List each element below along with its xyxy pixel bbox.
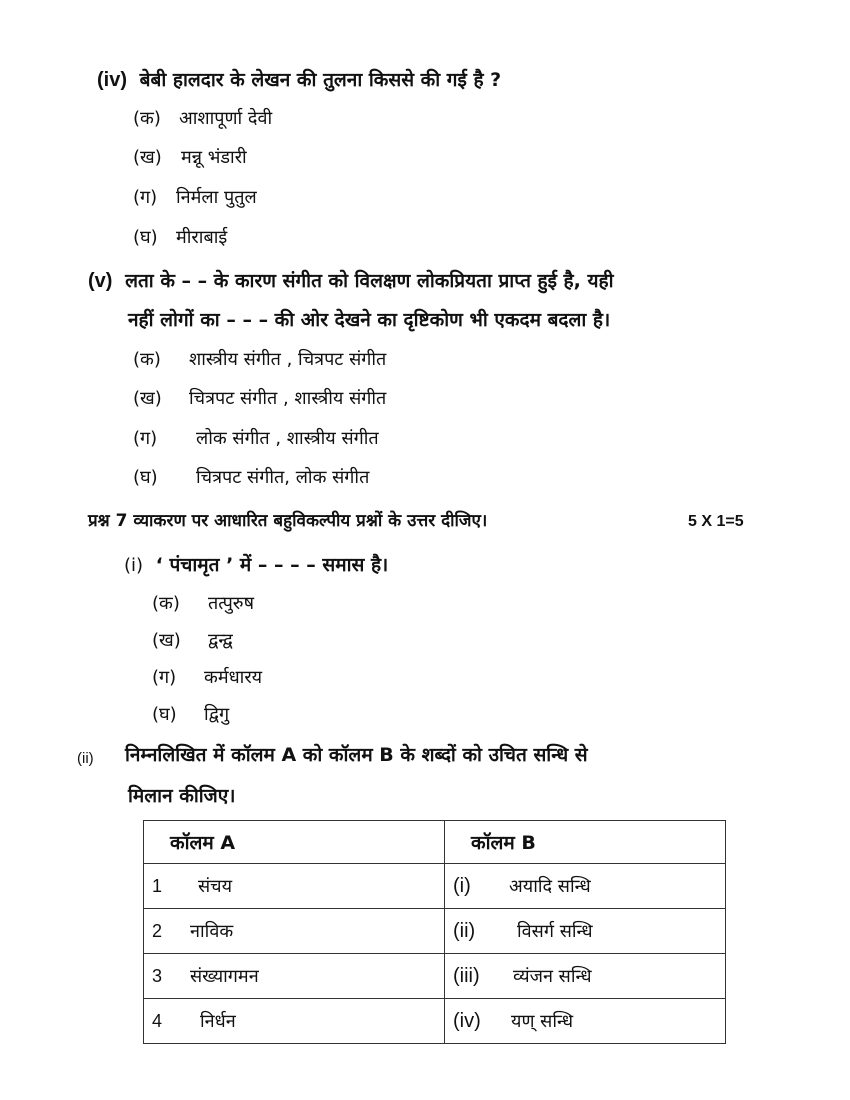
column-a-word: संचय	[198, 876, 233, 897]
roman-label: (i)	[453, 875, 471, 897]
table-row	[144, 999, 726, 1044]
question-number: (i)	[124, 555, 144, 576]
row-number: 3	[152, 966, 163, 986]
column-b-cell	[445, 954, 726, 999]
option-text: निर्मला पुतुल	[176, 187, 257, 208]
column-a-header-text: कॉलम A	[170, 832, 236, 854]
option-label: (ग)	[133, 428, 158, 449]
column-b-cell	[445, 864, 726, 909]
subquestion-i	[124, 556, 388, 575]
option-label: (ग)	[133, 187, 158, 208]
option-label: (घ)	[133, 227, 158, 248]
question-text-line1: लता के – – के कारण संगीत को विलक्षण लोकप्रियता प्राप्त हुई है, यही	[125, 270, 614, 292]
table-header-row	[144, 821, 726, 864]
option-label: (क)	[152, 593, 180, 614]
question-number: (iv)	[97, 69, 127, 91]
option-kha	[133, 149, 247, 167]
question-number: (ii)	[77, 750, 94, 767]
option-label: (घ)	[152, 704, 177, 725]
table-row	[144, 909, 726, 954]
option-gha	[152, 706, 229, 724]
option-label: (क)	[133, 108, 161, 129]
question-iv	[97, 70, 501, 90]
option-ga	[133, 189, 257, 207]
option-ga	[152, 669, 262, 687]
question-text: ‘ पंचामृत ’ में – – – – समास है।	[155, 554, 389, 576]
option-text: मीराबाई	[176, 227, 228, 248]
table-row	[144, 954, 726, 999]
sandhi-name: अयादि सन्धि	[509, 876, 591, 897]
question-text-line2: मिलान कीजिए।	[128, 785, 236, 807]
question-v	[88, 271, 614, 291]
column-a-header	[144, 821, 445, 864]
option-text: तत्पुरुष	[208, 593, 254, 614]
column-b-header	[445, 821, 726, 864]
row-number: 1	[152, 876, 163, 896]
column-a-cell	[144, 999, 445, 1044]
option-kha	[152, 632, 233, 650]
marks-label: 5 X 1=5	[688, 513, 744, 530]
option-ka	[133, 110, 272, 128]
option-text: द्विगु	[204, 704, 230, 725]
option-gha	[133, 229, 227, 247]
row-number: 4	[152, 1011, 163, 1031]
option-label: (ग)	[152, 667, 177, 688]
option-text: चित्रपट संगीत, लोक संगीत	[196, 467, 370, 488]
option-label: (ख)	[133, 388, 162, 409]
column-a-word: निर्धन	[200, 1011, 236, 1032]
option-label: (ख)	[133, 147, 162, 168]
match-table	[143, 820, 726, 1044]
column-a-cell	[144, 954, 445, 999]
column-a-word: संख्यागमन	[190, 966, 259, 987]
roman-label: (iii)	[453, 965, 480, 987]
question-number: (v)	[88, 270, 113, 292]
question-7-heading: प्रश्न 7 व्याकरण पर आधारित बहुविकल्पीय प्रश्नों के उत्तर दीजिए।	[88, 511, 488, 531]
option-label: (ख)	[152, 630, 181, 651]
option-ka	[133, 351, 386, 369]
option-gha	[133, 469, 369, 487]
sandhi-name: विसर्ग सन्धि	[517, 921, 593, 942]
column-b-cell	[445, 909, 726, 954]
column-b-cell	[445, 999, 726, 1044]
question-text-line2: नहीं लोगों का – – – की ओर देखने का दृष्टिकोण भी एकदम बदला है।	[128, 309, 611, 331]
option-label: (क)	[133, 349, 161, 370]
option-text: मन्नू भंडारी	[181, 147, 247, 168]
option-label: (घ)	[133, 467, 158, 488]
option-text: आशापूर्णा देवी	[179, 108, 273, 129]
roman-label: (iv)	[453, 1010, 481, 1032]
sandhi-name: व्यंजन सन्धि	[513, 966, 592, 987]
option-kha	[133, 390, 386, 408]
table-row	[144, 864, 726, 909]
option-ga	[133, 430, 379, 448]
option-text: लोक संगीत , शास्त्रीय संगीत	[196, 428, 379, 449]
option-text: शास्त्रीय संगीत , चित्रपट संगीत	[189, 349, 387, 370]
column-a-word: नाविक	[190, 921, 234, 942]
option-text: चित्रपट संगीत , शास्त्रीय संगीत	[189, 388, 387, 409]
column-a-cell	[144, 909, 445, 954]
roman-label: (ii)	[453, 920, 476, 942]
option-text: द्वन्द्व	[208, 630, 233, 651]
option-ka	[152, 595, 254, 613]
sandhi-name: यण् सन्धि	[511, 1011, 574, 1032]
column-b-header-text: कॉलम B	[471, 832, 536, 854]
question-text: बेबी हालदार के लेखन की तुलना किससे की गई है ?	[139, 69, 502, 91]
option-text: कर्मधारय	[204, 667, 263, 688]
row-number: 2	[152, 921, 163, 941]
question-text-line1: निम्नलिखित में कॉलम A को कॉलम B के शब्दों को उचित सन्धि से	[125, 744, 588, 766]
column-a-cell	[144, 864, 445, 909]
